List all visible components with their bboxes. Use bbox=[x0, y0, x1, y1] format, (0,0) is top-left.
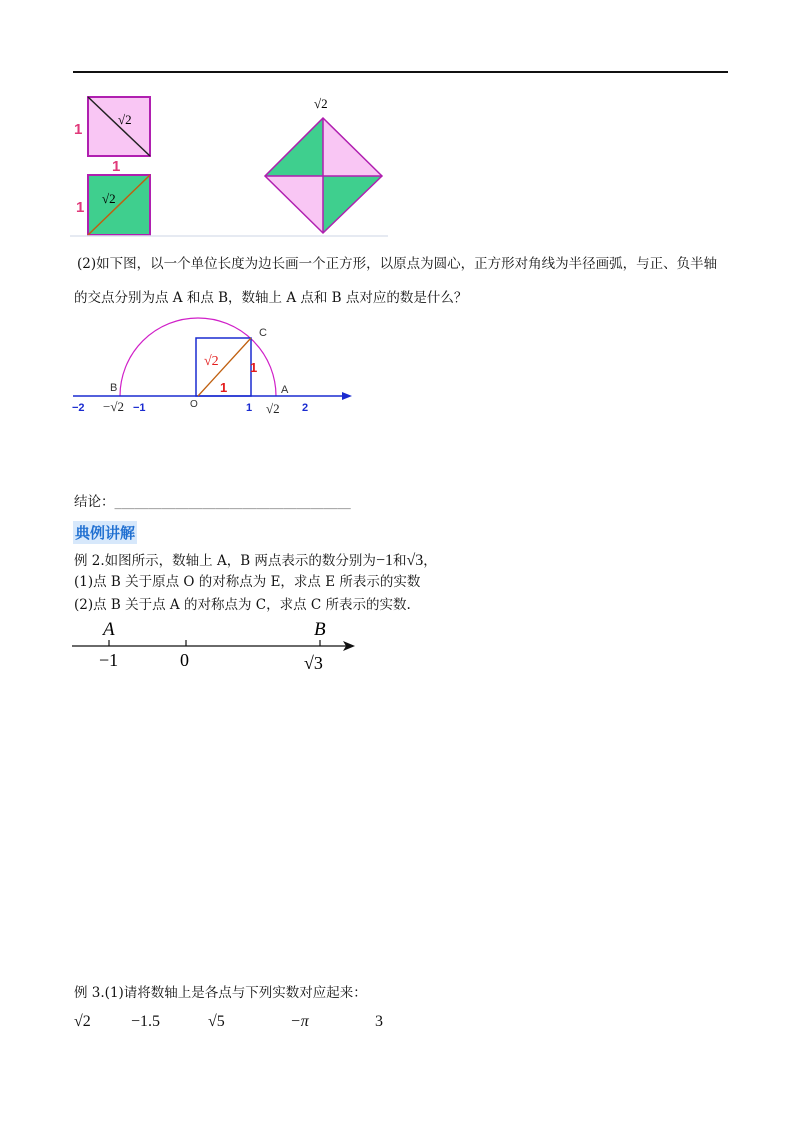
ex2-line3: (2)点 B 关于点 A 的对称点为 C，求点 C 所表示的实数. bbox=[74, 597, 411, 613]
ex3-line1: 例 3.(1)请将数轴上是各点与下列实数对应起来： bbox=[74, 985, 367, 1001]
label-side-1: 1 bbox=[250, 360, 258, 375]
label-bottom-1: 1 bbox=[220, 380, 228, 395]
label-sqrt2-inside: √2 bbox=[204, 354, 219, 369]
label-C: C bbox=[259, 327, 267, 339]
diamond bbox=[265, 118, 382, 233]
header-rule bbox=[73, 71, 728, 73]
top-square-bottom-label: 1 bbox=[112, 158, 121, 175]
ex2-and: 和 bbox=[392, 553, 407, 569]
axis-arrow bbox=[342, 392, 352, 400]
ex2-end: ， bbox=[423, 553, 437, 569]
tick-m2: −2 bbox=[72, 402, 85, 414]
figure-number-line-arc bbox=[70, 310, 360, 420]
tick-psqrt2: √2 bbox=[266, 401, 280, 416]
label-O: O bbox=[190, 399, 198, 410]
ex2-line1 bbox=[74, 553, 437, 569]
tick-m1: −1 bbox=[133, 402, 146, 414]
conclusion-blank: ___________________________________ bbox=[114, 494, 351, 510]
bottom-square-side-label: 1 bbox=[76, 199, 85, 216]
ex2-line1-text: 例 2.如图所示，数轴上 A，B 两点表示的数分别为 bbox=[74, 553, 376, 569]
tick-p2: 2 bbox=[302, 402, 309, 414]
figure-number-line-ab bbox=[70, 615, 370, 677]
conclusion-label: 结论： bbox=[74, 494, 115, 510]
arc bbox=[120, 318, 276, 396]
top-square-side-label: 1 bbox=[74, 121, 83, 138]
bottom-square-diag-label: √2 bbox=[102, 191, 116, 206]
ex3-value: −π bbox=[290, 1013, 309, 1030]
ex3-value: −1.5 bbox=[131, 1013, 161, 1030]
tick-minus-1: −1 bbox=[99, 650, 119, 670]
tick-p1: 1 bbox=[246, 402, 253, 414]
figure-squares bbox=[70, 90, 390, 240]
tick-0: 0 bbox=[180, 650, 189, 670]
diamond-top-label: √2 bbox=[314, 96, 328, 111]
ex2-value-b: √3 bbox=[406, 552, 424, 569]
point-A-label: A bbox=[103, 619, 115, 640]
point-B-label: B bbox=[314, 619, 326, 640]
ex2-line2: (1)点 B 关于原点 O 的对称点为 E，求点 E 所表示的实数 bbox=[74, 574, 421, 590]
ex3-value: √2 bbox=[74, 1013, 91, 1030]
ex3-value: √5 bbox=[208, 1013, 225, 1030]
tick-msqrt2: −√2 bbox=[103, 399, 124, 414]
q2-line2: 的交点分别为点 A 和点 B，数轴上 A 点和 B 点对应的数是什么？ bbox=[74, 290, 468, 306]
conclusion-line bbox=[74, 496, 351, 510]
label-A: A bbox=[281, 384, 289, 396]
ex2-value-a: −1 bbox=[375, 552, 393, 569]
top-square-diag-label: √2 bbox=[118, 112, 132, 127]
tick-sqrt3: √3 bbox=[304, 653, 323, 673]
section-title: 典例讲解 bbox=[73, 521, 137, 544]
q2-line1: (2)如下图，以一个单位长度为边长画一个正方形，以原点为圆心，正方形对角线为半径画弧，与正、负半轴 bbox=[77, 256, 718, 272]
label-B: B bbox=[110, 382, 118, 394]
ex3-value: 3 bbox=[375, 1013, 383, 1030]
